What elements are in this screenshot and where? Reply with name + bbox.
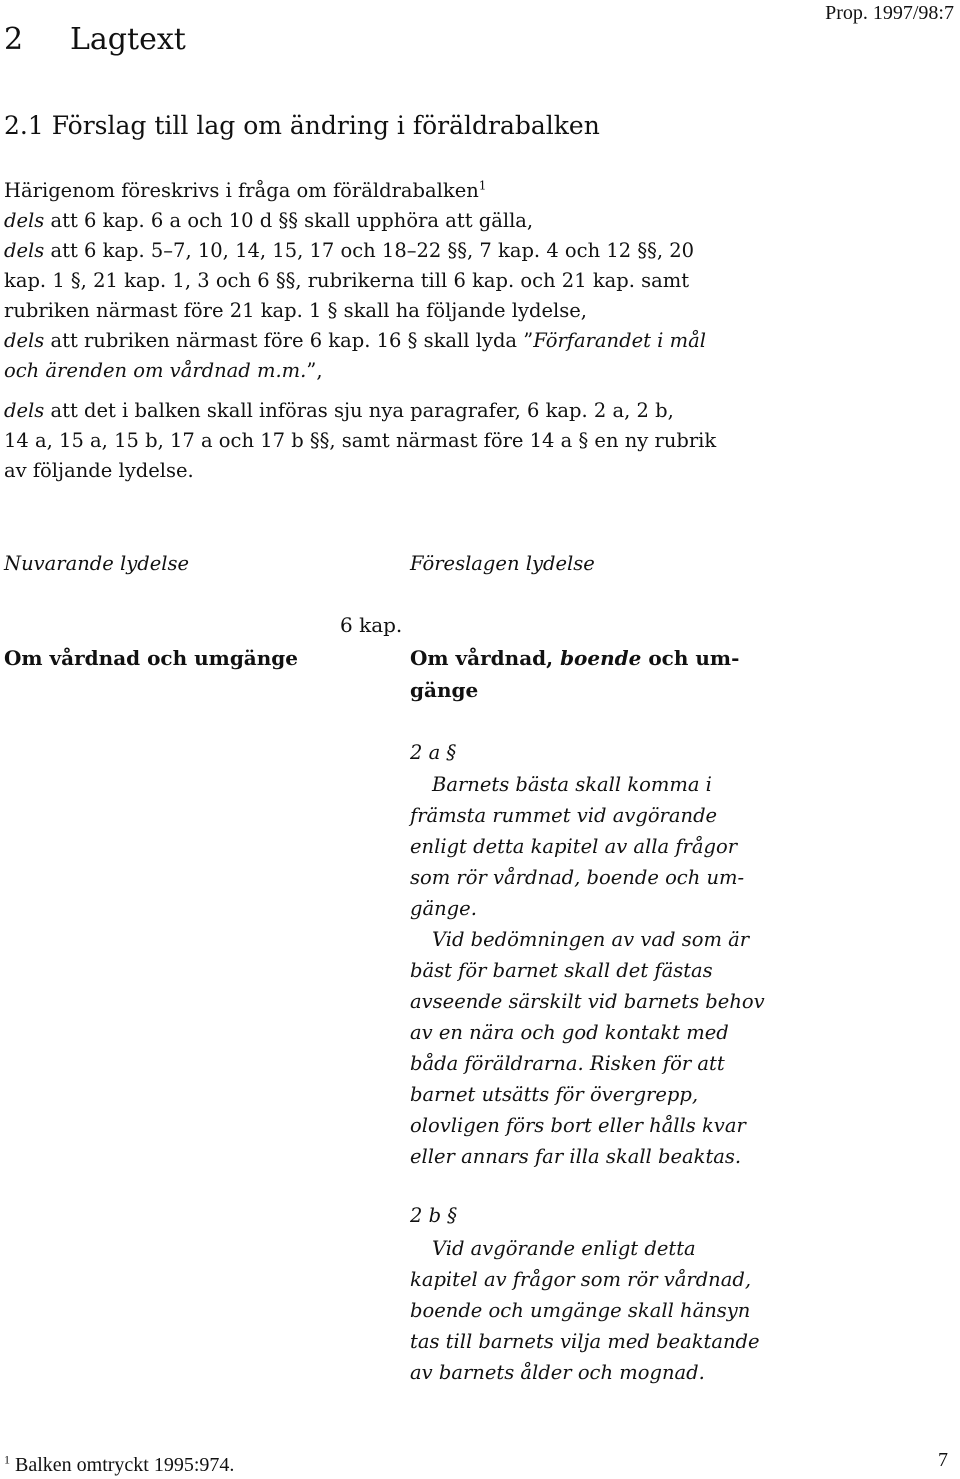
intro-line-1-text: Härigenom föreskrivs i fråga om föräldrabalken (4, 179, 479, 202)
intro-line-9: 14 a, 15 a, 15 b, 17 a och 17 b §§, samt närmast före 14 a § en ny rubrik (4, 429, 717, 452)
intro-line-1 (4, 176, 486, 206)
section-heading: 2.1 Förslag till lag om ändring i föräldrabalken (4, 111, 600, 140)
paragraph-2a-line: båda föräldrarna. Risken för att (410, 1052, 725, 1075)
paragraph-2a-line: främsta rummet vid avgörande (410, 804, 718, 827)
intro-line-8 (4, 396, 674, 426)
dels-word: dels (4, 209, 45, 232)
chapter-label: 6 kap. (340, 613, 403, 637)
footnote-text: Balken omtryckt 1995:974. (10, 1454, 235, 1476)
paragraph-2b-line: av barnets ålder och mognad. (410, 1361, 705, 1384)
intro-line-3-text: att 6 kap. 5–7, 10, 14, 15, 17 och 18–22 §§, 7 kap. 4 och 12 §§, 20 (44, 239, 695, 262)
dels-word: dels (4, 399, 45, 422)
paragraph-2a-line: bäst för barnet skall det fästas (410, 959, 713, 982)
intro-line-3 (4, 236, 694, 266)
proposed-rubric-line-2: gänge (410, 678, 479, 702)
intro-line-6-text: att rubriken närmast före 6 kap. 16 § skall lyda ” (44, 329, 534, 352)
chapter-number: 2 (4, 22, 24, 57)
dels-word: dels (4, 239, 45, 262)
paragraph-2a-line: enligt detta kapitel av alla frågor (410, 835, 738, 858)
paragraph-2a-line: eller annars far illa skall beaktas. (410, 1145, 742, 1168)
paragraph-2b-line: boende och umgänge skall hänsyn (410, 1299, 751, 1322)
footnote-reference[interactable]: 1 (478, 178, 487, 193)
page-number: 7 (938, 1449, 948, 1471)
current-wording-heading: Nuvarande lydelse (4, 552, 190, 575)
intro-line-10: av följande lydelse. (4, 459, 194, 482)
proposed-rubric-line-1 (410, 646, 739, 670)
new-rubric-text: Förfarandet i mål (533, 329, 706, 352)
intro-line-7-text: ”, (306, 359, 323, 382)
paragraph-2b-line: Vid avgörande enligt detta (432, 1237, 696, 1260)
intro-line-5: rubriken närmast före 21 kap. 1 § skall ha följande lydelse, (4, 299, 588, 322)
paragraph-2a-line: Barnets bästa skall komma i (432, 773, 712, 796)
paragraph-2a-line: barnet utsätts för övergrepp, (410, 1083, 699, 1106)
current-rubric: Om vårdnad och umgänge (4, 646, 299, 670)
paragraph-2b-label: 2 b § (410, 1204, 458, 1227)
paragraph-2a-line: Vid bedömningen av vad som är (432, 928, 750, 951)
paragraph-2a-line: olovligen förs bort eller hålls kvar (410, 1114, 746, 1137)
paragraph-2b-line: kapitel av frågor som rör vårdnad, (410, 1268, 752, 1291)
proposition-reference: Prop. 1997/98:7 (825, 2, 954, 24)
intro-line-2 (4, 206, 533, 236)
paragraph-2a-line: av en nära och god kontakt med (410, 1021, 729, 1044)
paragraph-2a-line: som rör vårdnad, boende och um- (410, 866, 745, 889)
proposed-rubric-part-1: Om vårdnad, (410, 646, 561, 670)
footnote (4, 1454, 234, 1477)
proposed-rubric-new-word: boende (560, 646, 642, 670)
intro-line-2-text: att 6 kap. 6 a och 10 d §§ skall upphöra att gälla, (44, 209, 534, 232)
intro-line-6 (4, 326, 706, 356)
intro-line-8-text: att det i balken skall införas sju nya paragrafer, 6 kap. 2 a, 2 b, (44, 399, 674, 422)
paragraph-2a-label: 2 a § (410, 741, 457, 764)
intro-line-7 (4, 356, 323, 386)
intro-line-4: kap. 1 §, 21 kap. 1, 3 och 6 §§, rubrikerna till 6 kap. och 21 kap. samt (4, 269, 690, 292)
dels-word: dels (4, 329, 45, 352)
proposed-rubric-part-2: och um- (641, 646, 740, 670)
proposed-wording-heading: Föreslagen lydelse (410, 552, 595, 575)
paragraph-2a-line: gänge. (410, 897, 477, 920)
footnote-mark: 1 (4, 1452, 10, 1467)
new-rubric-text-cont: och ärenden om vårdnad m.m. (4, 359, 307, 382)
chapter-title: Lagtext (70, 22, 186, 57)
paragraph-2b-line: tas till barnets vilja med beaktande (410, 1330, 760, 1353)
paragraph-2a-line: avseende särskilt vid barnets behov (410, 990, 765, 1013)
